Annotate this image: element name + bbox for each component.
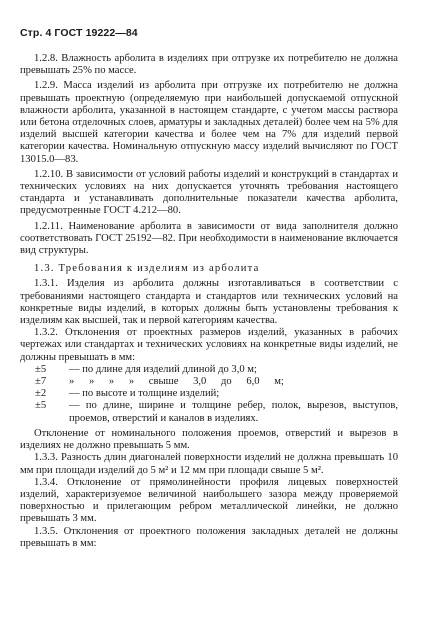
tolerance-value: ±5 <box>35 400 47 412</box>
section-title: 1.3. Требования к изделиям из арболита <box>34 263 260 275</box>
tolerance-text: » » » » свыше 3,0 до 6,0 м; <box>69 376 284 388</box>
tolerance-value: ±2 <box>35 388 47 400</box>
tolerance-item <box>20 400 398 424</box>
tolerance-item <box>20 388 398 400</box>
tolerance-list <box>20 364 398 425</box>
document-body <box>20 53 398 550</box>
tolerance-text: — по длине для изделий длиной до 3,0 м; <box>69 363 257 375</box>
paragraph-1-3-4: 1.3.4. Отклонение от прямолинейности профиля лицевых поверхностей изделий, характеризуемое величиной наибольшего зазора между проверяемой поверхностью и прилегающим ребром металлической линейки, не должно превышать 3 мм. <box>20 476 398 525</box>
page-header: Стр. 4 ГОСТ 19222—84 <box>20 27 138 39</box>
paragraph-openings: Отклонение от номинального положения проемов, отверстий и вырезов в изделиях не должно превышать 5 мм. <box>20 427 398 452</box>
paragraph-1-3-5: 1.3.5. Отклонения от проектного положения закладных деталей не должны превышать в мм: <box>20 525 398 549</box>
tolerance-item <box>20 376 398 388</box>
paragraph-1-2-11: 1.2.11. Наименование арболита в зависимости от вида заполнителя должно соответствовать ГОСТ 25192—82. При необходимости в наименование включается вид структуры. <box>20 220 398 257</box>
tolerance-item <box>20 364 398 376</box>
paragraph-1-2-10: 1.2.10. В зависимости от условий работы изделий и конструкций в стандартах и технических условиях на них допускается уточнять требования настоящего стандарта и устанавливать дополнительные показатели качества арболита, предусмотренные ГОСТ 4.212—80. <box>20 168 398 217</box>
tolerance-text: — по высоте и толщине изделий; <box>69 388 220 400</box>
paragraph-1-3-1: 1.3.1. Изделия из арболита должны изготавливаться в соответствии с требованиями настоящего стандарта и стандартов или технических условий на конкретные виды изделий, в которых должны быть установлены требования к изделиям как высшей, так и первой категориям качества. <box>20 278 398 327</box>
paragraph-1-2-9: 1.2.9. Масса изделий из арболита при отгрузке их потребителю не должна превышать проектную (определяемую при наибольшей допускаемой отпускной влажности арболита, указанной в настоящем стандарте, с учетом массы раствора или бетона отделочных слоев, арматуры и закладных деталей) более чем на 5% для изделий высшей категории качества и более чем на 7% для изделий первой категории качества. Номинальную отпускную массу изделий вычисляют по ГОСТ 13015.0—83. <box>20 80 398 165</box>
tolerance-text: — по длине, ширине и толщине ребер, полок, вырезов, выступов, проемов, отверстий и каналов в изделиях. <box>69 400 398 424</box>
paragraph-1-2-8: 1.2.8. Влажность арболита в изделиях при отгрузке их потребителю не должна превышать 25% по массе. <box>20 53 398 77</box>
tolerance-value: ±5 <box>35 363 47 375</box>
tolerance-value: ±7 <box>35 376 47 388</box>
paragraph-1-3-3: 1.3.3. Разность длин диагоналей поверхности изделий не должна превышать 10 мм при площади изделий до 5 м² и 12 мм при площади свыше 5 м². <box>20 452 398 476</box>
paragraph-1-3-2: 1.3.2. Отклонения от проектных размеров изделий, указанных в рабочих чертежах или стандартах и технических условиях на конкретные виды изделий, не должны превышать в мм: <box>20 327 398 363</box>
